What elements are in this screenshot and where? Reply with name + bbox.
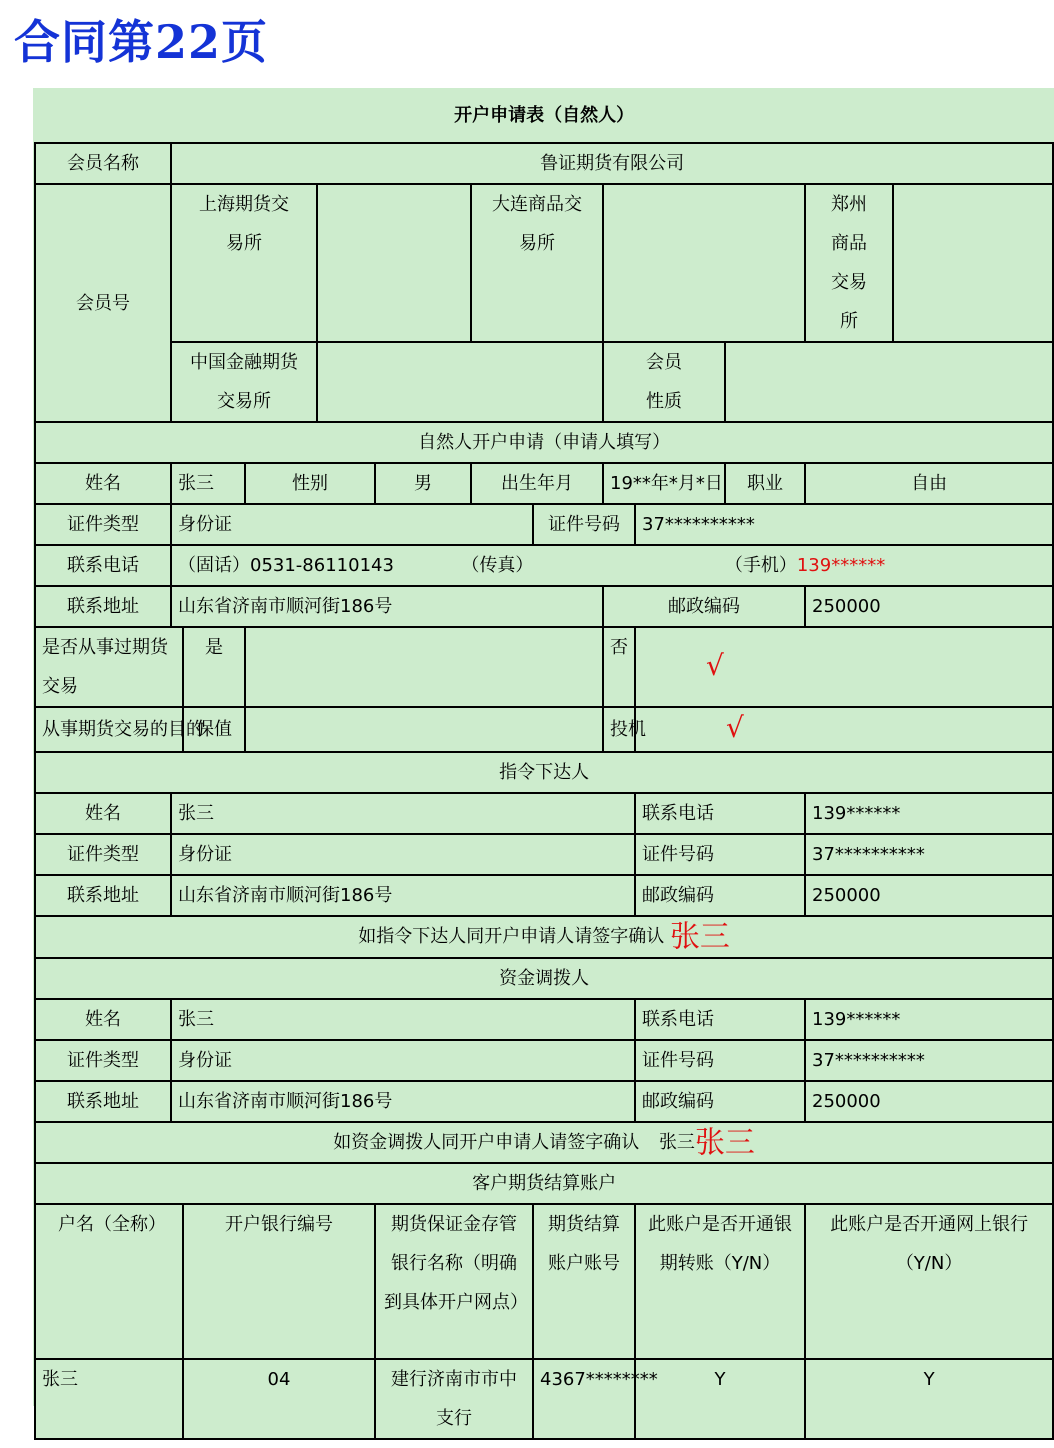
fund-name-value[interactable]: 张三 (171, 999, 635, 1040)
fund-confirm-row[interactable] (35, 1122, 1053, 1164)
shfe-label: 上海期货交易所 (171, 184, 317, 342)
fund-phone-label: 联系电话 (635, 999, 805, 1040)
id-no-value[interactable]: 37********** (635, 504, 1053, 545)
hedge-field[interactable] (245, 707, 603, 752)
fund-confirm-text: 如资金调拨人同开户申请人请签字确认 (333, 1131, 640, 1153)
traded-no-field[interactable] (635, 627, 1053, 707)
instructor-signature: 张三 (669, 919, 730, 955)
instructor-id-no-value[interactable]: 37********** (805, 834, 1053, 875)
instructor-postcode-label: 邮政编码 (635, 875, 805, 916)
address-label: 联系地址 (35, 586, 171, 627)
form-title: 开户申请表（自然人） (35, 88, 1053, 143)
traded-before-label: 是否从事过期货交易 (35, 627, 183, 707)
header-account-no: 期货结算账户账号 (533, 1204, 635, 1359)
member-nature-label: 会员性质 (603, 342, 725, 422)
member-name-value[interactable]: 鲁证期货有限公司 (171, 143, 1053, 184)
traded-no-label: 否 (603, 627, 635, 707)
instructor-confirm-text: 如指令下达人同开户申请人请签字确认 (358, 926, 665, 947)
instructor-name-label: 姓名 (35, 793, 171, 834)
name-value[interactable]: 张三 (171, 463, 245, 504)
instructor-address-label: 联系地址 (35, 875, 171, 916)
id-type-value[interactable]: 身份证 (171, 504, 533, 545)
dce-label: 大连商品交易所 (471, 184, 603, 342)
instructor-id-no-label: 证件号码 (635, 834, 805, 875)
settle-bank-name[interactable]: 建行济南市市中支行 (375, 1359, 533, 1439)
fax-text: （传真） (461, 555, 534, 576)
page-title: 合同第22页 (14, 15, 269, 69)
cffex-member-no-field[interactable] (317, 342, 603, 422)
id-type-label: 证件类型 (35, 504, 171, 545)
fund-signature: 张三 (694, 1125, 755, 1160)
fund-address-label: 联系地址 (35, 1081, 171, 1122)
header-account-name: 户名（全称） (35, 1204, 183, 1359)
settlement-section-header: 客户期货结算账户 (35, 1163, 1053, 1204)
shfe-member-no-field[interactable] (317, 184, 471, 342)
settle-bank-code[interactable]: 04 (183, 1359, 375, 1439)
account-application-form (34, 88, 1054, 1440)
instructor-confirm-row[interactable] (35, 916, 1053, 958)
czce-label: 郑州商品交易所 (805, 184, 893, 342)
settle-online-bank[interactable]: Y (805, 1359, 1053, 1439)
instructor-id-type-value[interactable]: 身份证 (171, 834, 635, 875)
hedge-label: 保值 (183, 707, 245, 752)
header-bank-futures-transfer: 此账户是否开通银期转账（Y/N） (635, 1204, 805, 1359)
mobile-label: （手机） (724, 555, 797, 576)
fund-id-type-label: 证件类型 (35, 1040, 171, 1081)
fund-id-type-value[interactable]: 身份证 (171, 1040, 635, 1081)
fund-id-no-label: 证件号码 (635, 1040, 805, 1081)
fund-address-value[interactable]: 山东省济南市顺河街186号 (171, 1081, 635, 1122)
fund-postcode-value[interactable]: 250000 (805, 1081, 1053, 1122)
member-name-label: 会员名称 (35, 143, 171, 184)
header-bank-code: 开户银行编号 (183, 1204, 375, 1359)
czce-member-no-field[interactable] (893, 184, 1053, 342)
phone-value[interactable] (171, 545, 1053, 586)
settle-account-no[interactable]: 4367******** (533, 1359, 635, 1439)
purpose-label: 从事期货交易的目的 (35, 707, 183, 752)
address-value[interactable]: 山东省济南市顺河街186号 (171, 586, 603, 627)
landline-text: （固话）0531-86110143 (178, 555, 394, 576)
gender-value[interactable]: 男 (375, 463, 471, 504)
name-label: 姓名 (35, 463, 171, 504)
settle-account-name[interactable]: 张三 (35, 1359, 183, 1439)
member-no-label: 会员号 (35, 184, 171, 422)
fund-phone-value[interactable]: 139****** (805, 999, 1053, 1040)
fund-postcode-label: 邮政编码 (635, 1081, 805, 1122)
instructor-phone-label: 联系电话 (635, 793, 805, 834)
fund-section-header: 资金调拨人 (35, 958, 1053, 999)
traded-yes-field[interactable] (245, 627, 603, 707)
id-no-label: 证件号码 (533, 504, 635, 545)
postcode-value[interactable]: 250000 (805, 586, 1053, 627)
instructor-address-value[interactable]: 山东省济南市顺河街186号 (171, 875, 635, 916)
fund-confirm-name: 张三 (658, 1131, 695, 1153)
instructor-section-header: 指令下达人 (35, 752, 1053, 793)
check-mark-speculation: √ (726, 711, 744, 744)
header-online-banking: 此账户是否开通网上银行（Y/N） (805, 1204, 1053, 1359)
check-mark-no: √ (706, 648, 724, 682)
phone-label: 联系电话 (35, 545, 171, 586)
birth-value[interactable]: 19**年*月*日 (603, 463, 725, 504)
mobile-value: 139****** (796, 555, 886, 576)
settle-bank-futures[interactable]: Y (635, 1359, 805, 1439)
instructor-name-value[interactable]: 张三 (171, 793, 635, 834)
occupation-label: 职业 (725, 463, 805, 504)
fund-name-label: 姓名 (35, 999, 171, 1040)
speculation-label: 投机 (603, 707, 635, 752)
applicant-section-header: 自然人开户申请（申请人填写） (35, 422, 1053, 463)
dce-member-no-field[interactable] (603, 184, 805, 342)
birth-label: 出生年月 (471, 463, 603, 504)
header-bank-name: 期货保证金存管银行名称（明确到具体开户网点） (375, 1204, 533, 1359)
instructor-postcode-value[interactable]: 250000 (805, 875, 1053, 916)
cffex-label: 中国金融期货交易所 (171, 342, 317, 422)
occupation-value[interactable]: 自由 (805, 463, 1053, 504)
traded-yes-label: 是 (183, 627, 245, 707)
fund-id-no-value[interactable]: 37********** (805, 1040, 1053, 1081)
instructor-id-type-label: 证件类型 (35, 834, 171, 875)
instructor-phone-value[interactable]: 139****** (805, 793, 1053, 834)
member-nature-field[interactable] (725, 342, 1053, 422)
postcode-label: 邮政编码 (603, 586, 805, 627)
speculation-field[interactable] (635, 707, 1053, 752)
gender-label: 性别 (245, 463, 375, 504)
